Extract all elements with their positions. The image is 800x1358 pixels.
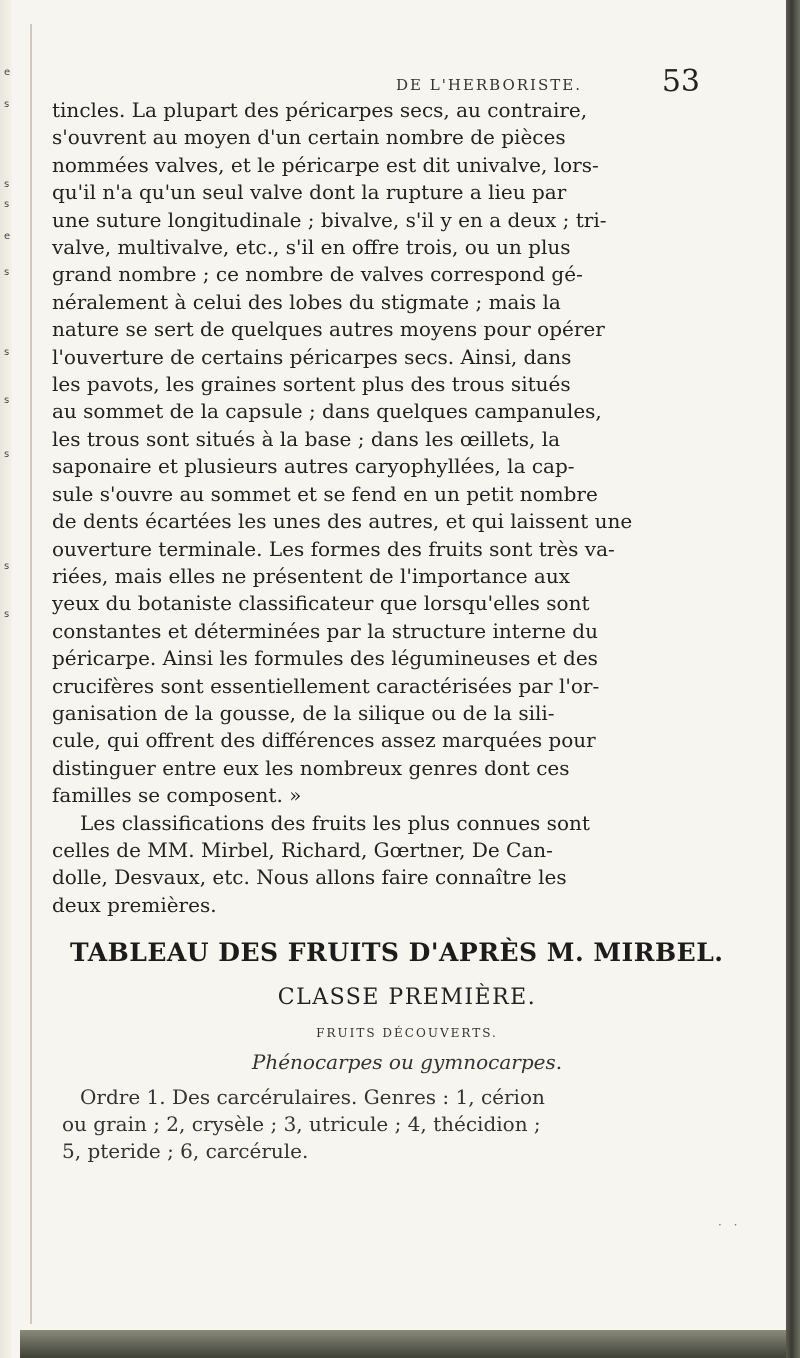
table-title: TABLEAU DES FRUITS D'APRÈS M. MIRBEL. (70, 938, 724, 967)
text-line: une suture longitudinale ; bivalve, s'il y en a deux ; tri- (52, 207, 607, 232)
margin-mark: s (4, 199, 10, 210)
margin-mark: s (4, 395, 10, 406)
text-line: distinguer entre eux les nombreux genres dont ces (52, 755, 570, 780)
page-header (100, 62, 700, 102)
text-line: saponaire et plusieurs autres caryophyllées, la cap- (52, 454, 575, 479)
text-line: celles de MM. Mirbel, Richard, Gœrtner, De Can- (52, 837, 553, 862)
text-line: Les classifications des fruits les plus connues sont (80, 810, 590, 835)
margin-mark: e (4, 67, 11, 78)
text-line: qu'il n'a qu'un seul valve dont la rupture a lieu par (52, 180, 567, 205)
page-bottom-edge (20, 1330, 786, 1358)
text-line: riées, mais elles ne présentent de l'importance aux (52, 563, 570, 588)
text-line: tincles. La plupart des péricarpes secs, au contraire, (52, 98, 588, 122)
running-head: DE L'HERBORISTE. (396, 76, 582, 94)
text-line: de dents écartées les unes des autres, et qui laissent une (52, 509, 633, 534)
stray-marks: · · (718, 1218, 742, 1232)
margin-mark: s (4, 99, 10, 110)
text-line: grand nombre ; ce nombre de valves correspond gé- (52, 262, 583, 287)
order-line: Ordre 1. Des carcérulaires. Genres : 1, cérion (80, 1085, 545, 1109)
page-number: 53 (661, 64, 700, 99)
text-line: constantes et déterminées par la structure interne du (52, 618, 598, 643)
fruits-heading: FRUITS DÉCOUVERTS. (316, 1026, 498, 1040)
text-line: nommées valves, et le péricarpe est dit univalve, lors- (52, 152, 599, 177)
text-line: sule s'ouvre au sommet et se fend en un petit nombre (52, 481, 598, 506)
text-line: dolle, Desvaux, etc. Nous allons faire connaître les (52, 865, 567, 890)
class-heading: CLASSE PREMIÈRE. (277, 985, 537, 1010)
margin-mark: s (4, 561, 10, 572)
text-line: cule, qui offrent des différences assez marquées pour (52, 728, 596, 753)
text-line: nature se sert de quelques autres moyens pour opérer (52, 317, 605, 342)
order-line: ou grain ; 2, crysèle ; 3, utricule ; 4, thécidion ; (62, 1112, 541, 1136)
text-line: deux premières. (52, 892, 217, 917)
order-line: 5, pteride ; 6, carcérule. (62, 1139, 309, 1163)
text-line: yeux du botaniste classificateur que lorsqu'elles sont (52, 591, 590, 616)
margin-mark: e (4, 231, 11, 242)
text-line: s'ouvrent au moyen d'un certain nombre de pièces (52, 125, 566, 150)
margin-mark: s (4, 179, 10, 190)
text-line: les pavots, les graines sortent plus des trous situés (52, 372, 571, 397)
text-line: familles se composent. » (52, 783, 302, 808)
text-line: néralement à celui des lobes du stigmate ; mais la (52, 289, 561, 314)
margin-mark: s (4, 347, 10, 358)
text-line: crucifères sont essentiellement caractérisées par l'or- (52, 673, 600, 698)
inner-margin-rule (30, 24, 32, 1324)
page-right-edge (786, 0, 800, 1358)
body-text (52, 97, 762, 919)
text-line: valve, multivalve, etc., s'il en offre trois, ou un plus (52, 235, 571, 260)
margin-mark: s (4, 267, 10, 278)
text-line: l'ouverture de certains péricarpes secs. Ainsi, dans (52, 344, 572, 369)
order-entry (52, 1084, 762, 1165)
text-line: les trous sont situés à la base ; dans les œillets, la (52, 426, 561, 451)
text-line: ganisation de la gousse, de la silique ou de la sili- (52, 700, 555, 725)
subheading: Phénocarpes ou gymnocarpes. (251, 1050, 563, 1074)
margin-mark: s (4, 609, 10, 620)
text-line: péricarpe. Ainsi les formules des légumineuses et des (52, 646, 598, 671)
text-line: ouverture terminale. Les formes des fruits sont très va- (52, 536, 615, 561)
table-section (52, 938, 762, 1165)
margin-mark: s (4, 449, 10, 460)
text-line: au sommet de la capsule ; dans quelques campanules, (52, 399, 602, 424)
